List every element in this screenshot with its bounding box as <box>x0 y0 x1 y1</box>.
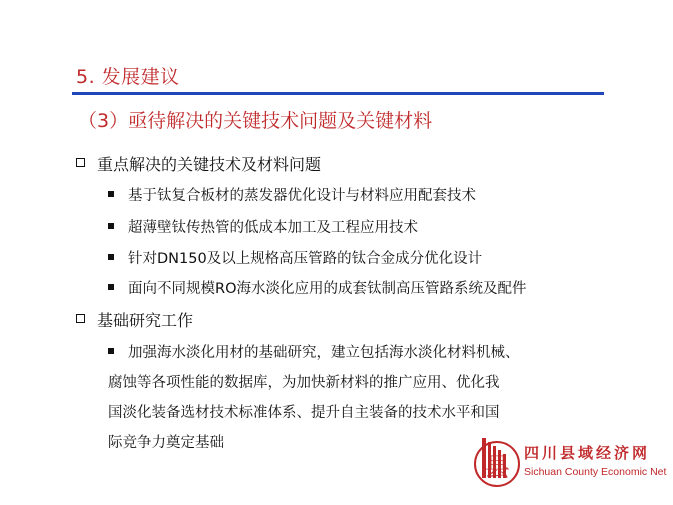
list-item-text: 基于钛复合板材的蒸发器优化设计与材料应用配套技术 <box>128 188 476 204</box>
section-heading-text: 基础研究工作 <box>97 311 194 330</box>
section-heading-basic-research <box>76 308 193 331</box>
section-heading-key-tech <box>76 152 321 175</box>
paragraph-line: 腐蚀等各项性能的数据库，为加快新材料的推广应用、优化我 <box>108 375 500 391</box>
square-bullet-icon <box>108 223 114 229</box>
watermark-logo <box>470 432 670 496</box>
hollow-square-bullet-icon <box>76 158 85 167</box>
paragraph-line <box>108 338 598 368</box>
list-item-text: 面向不同规模RO海水淡化应用的成套钛制高压管路系统及配件 <box>128 281 527 297</box>
square-bullet-icon <box>108 191 114 197</box>
watermark-name-en: Sichuan County Economic Net <box>524 466 667 478</box>
paragraph-line: 际竞争力奠定基础 <box>108 435 224 451</box>
list-item-text: 针对DN150及以上规格高压管路的钛合金成分优化设计 <box>128 251 483 267</box>
square-bullet-icon <box>108 284 114 290</box>
section-heading-text: 重点解决的关键技术及材料问题 <box>97 155 322 174</box>
list-item <box>108 277 527 298</box>
list-item <box>108 184 476 205</box>
paragraph-line: 国淡化装备选材技术标准体系、提升自主装备的技术水平和国 <box>108 405 500 421</box>
title-underline <box>72 92 604 95</box>
svg-text:县: 县 <box>483 453 511 483</box>
list-item-text: 超薄壁钛传热管的低成本加工及工程应用技术 <box>128 220 418 236</box>
hollow-square-bullet-icon <box>76 314 85 323</box>
slide-subtitle: （3）亟待解决的关键技术问题及关键材料 <box>78 110 433 132</box>
slide-title: 5. 发展建议 <box>76 66 180 88</box>
list-item <box>108 216 418 237</box>
square-bullet-icon <box>108 348 114 354</box>
county-logo-icon <box>470 432 524 492</box>
watermark-name-cn: 四川县域经济网 <box>524 444 651 462</box>
paragraph-line-text: 加强海水淡化用材的基础研究，建立包括海水淡化材料机械、 <box>128 345 520 361</box>
square-bullet-icon <box>108 254 114 260</box>
list-item <box>108 247 482 268</box>
